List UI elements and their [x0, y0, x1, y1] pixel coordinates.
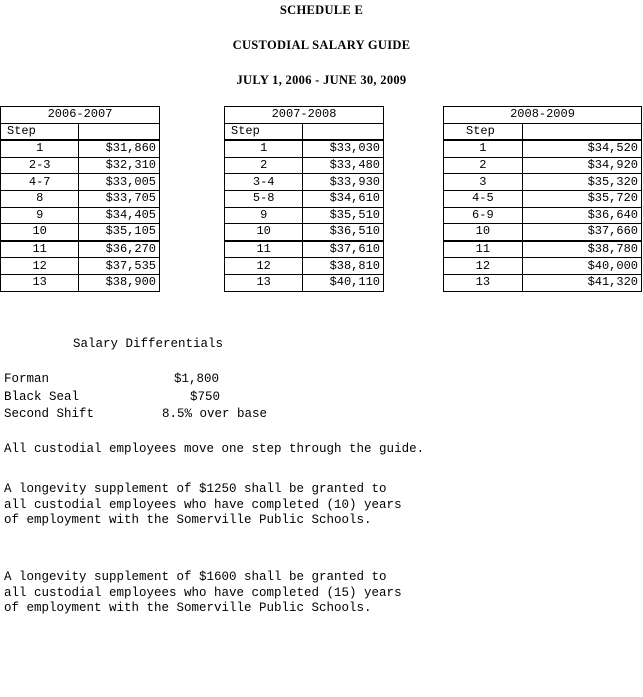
step-movement-note: All custodial employees move one step through the guide.	[4, 442, 425, 456]
differentials-heading: Salary Differentials	[73, 337, 224, 351]
table-year-header: 2007-2008	[225, 107, 384, 124]
salary-table-2008-2009	[443, 106, 642, 292]
table-row: 11 $37,610	[225, 241, 384, 258]
table-row: 2 $33,480	[225, 157, 384, 174]
longevity-15-line-1: A longevity supplement of $1600 shall be granted to	[4, 570, 387, 584]
longevity-10-line-1: A longevity supplement of $1250 shall be granted to	[4, 482, 387, 496]
table-row: 6-9 $36,640	[444, 207, 642, 224]
table-year-header: 2006-2007	[1, 107, 160, 124]
differential-label-second-shift: Second Shift	[4, 407, 95, 421]
table-row: 4-5 $35,720	[444, 190, 642, 207]
table-row: 1 $33,030	[225, 140, 384, 157]
table-row: 9 $34,405	[1, 207, 160, 224]
table-row: 1 $31,860	[1, 140, 160, 157]
longevity-10-line-3: of employment with the Somerville Public Schools.	[4, 513, 372, 527]
period-heading: JULY 1, 2006 - JUNE 30, 2009	[236, 73, 407, 87]
table-row: 13 $41,320	[444, 274, 642, 291]
longevity-10-line-2: all custodial employees who have completed (10) years	[4, 497, 402, 512]
table-row: 12 $37,535	[1, 258, 160, 275]
differential-label-black-seal: Black Seal	[4, 390, 80, 404]
longevity-15-line-2: all custodial employees who have completed (15) years	[4, 585, 402, 600]
step-column-header: Step	[444, 123, 523, 140]
table-row: 10 $37,660	[444, 224, 642, 241]
table-year-header: 2008-2009	[444, 107, 642, 124]
table-row: 11 $36,270	[1, 241, 160, 258]
table-row: 2 $34,920	[444, 157, 642, 174]
salary-table-2007-2008	[224, 106, 384, 292]
table-row: 8 $33,705	[1, 190, 160, 207]
table-row: 12 $40,000	[444, 258, 642, 275]
table-row: 5-8 $34,610	[225, 190, 384, 207]
step-column-header: Step	[225, 123, 303, 140]
table-row: 11 $38,780	[444, 241, 642, 258]
differential-label-forman: Forman	[4, 372, 50, 386]
table-row: 12 $38,810	[225, 258, 384, 275]
step-column-header: Step	[1, 123, 79, 140]
table-row: 3 $35,320	[444, 174, 642, 191]
differential-value-forman: $1,800	[174, 372, 220, 386]
table-row: 1 $34,520	[444, 140, 642, 157]
salary-table-2006-2007	[0, 106, 160, 292]
table-row: 10 $35,105	[1, 224, 160, 241]
table-row: 13 $38,900	[1, 274, 160, 291]
document-title: CUSTODIAL SALARY GUIDE	[232, 38, 411, 52]
table-row: 10 $36,510	[225, 224, 384, 241]
differential-value-second-shift: 8.5% over base	[162, 407, 268, 421]
table-row: 13 $40,110	[225, 274, 384, 291]
table-row: 4-7 $33,005	[1, 174, 160, 191]
longevity-15-line-3: of employment with the Somerville Public Schools.	[4, 601, 372, 615]
table-row: 3-4 $33,930	[225, 174, 384, 191]
differential-value-black-seal: $750	[190, 390, 221, 404]
schedule-heading: SCHEDULE E	[279, 3, 364, 17]
table-row: 9 $35,510	[225, 207, 384, 224]
table-row: 2-3 $32,310	[1, 157, 160, 174]
